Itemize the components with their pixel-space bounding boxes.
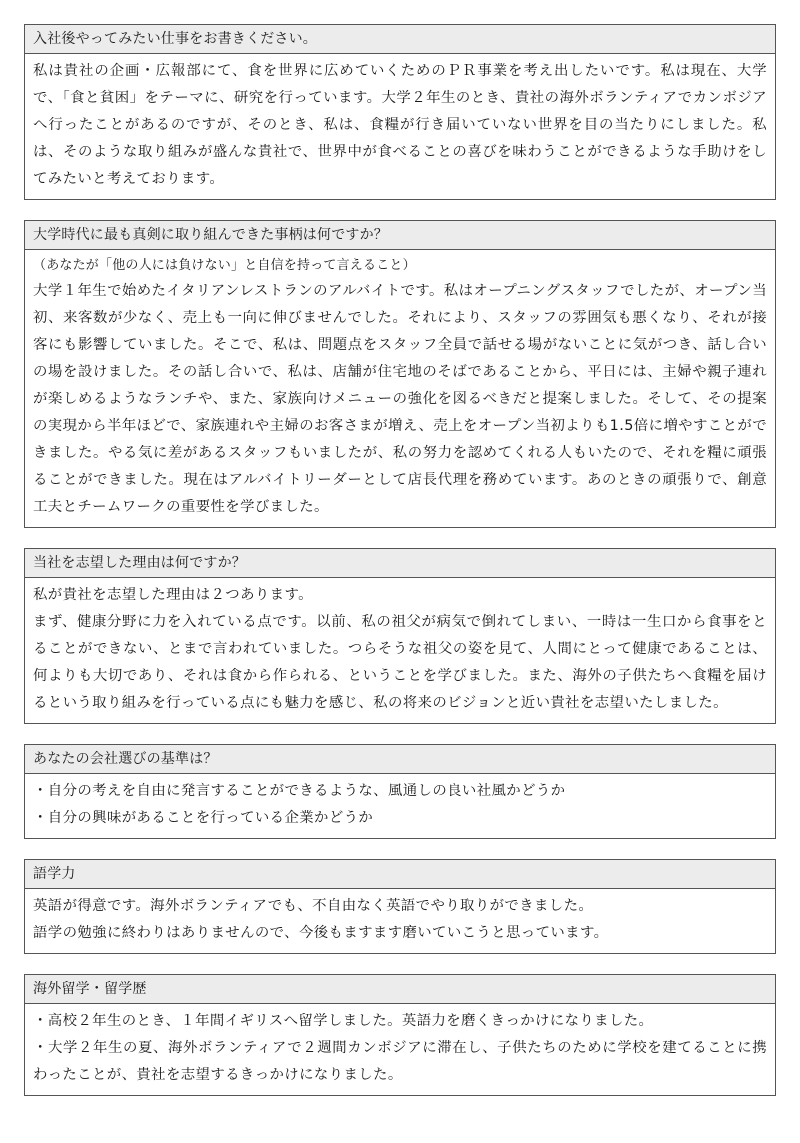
section-title: あなたの会社選びの基準は？	[25, 745, 775, 774]
section-title: 当社を志望した理由は何ですか？	[25, 549, 775, 578]
list-item: ・大学２年生の夏、海外ボランティアで２週間カンボジアに滞在し、子供たちのために学校を建てることに携わったことが、貴社を志望するきっかけになりました。	[33, 1040, 767, 1083]
answer-paragraph: まず、健康分野に力を入れている点です。以前、私の祖父が病気で倒れてしまい、一時は一生口から食事をとることができない、とまで言われていました。つらそうな祖父の姿を見て、人間にとって健康であることは、何よりも大切であり、それは食から作られる、ということを学びました。また、海外の子供たちへ食糧を届けるという取り組みを行っている点にも魅力を感じ、私の将来のビジョンと近い貴社を志望いたしました。	[33, 614, 767, 711]
list-item: ・高校２年生のとき、１年間イギリスへ留学しました。英語力を磨くきっかけになりました。	[33, 1013, 654, 1029]
question-note: （あなたが「他の人には負けない」と自信を持って言えること）	[33, 258, 416, 273]
section-title: 入社後やってみたい仕事をお書きください。	[25, 25, 775, 54]
section-body	[25, 889, 775, 953]
section-study-abroad	[24, 974, 776, 1096]
answer-paragraph: 英語が得意です。海外ボランティアでも、不自由なく英語でやり取りができました。	[33, 898, 594, 914]
answer-paragraph: 語学の勉強に終わりはありませんので、今後もますます磨いていこうと思っています。	[33, 925, 609, 941]
list-item: ・自分の考えを自由に発言することができるような、風通しの良い社風かどうか	[33, 783, 566, 799]
section-body	[25, 1004, 775, 1095]
section-body	[25, 578, 775, 723]
section-title: 語学力	[25, 860, 775, 889]
section-reason	[24, 548, 776, 724]
section-body	[25, 250, 775, 527]
answer-paragraph: 大学１年生で始めたイタリアンレストランのアルバイトです。私はオープニングスタッフでしたが、オープン当初、来客数が少なく、売上も一向に伸びませんでした。それにより、スタッフの雰囲気も悪くなり、それが接客にも影響していました。そこで、私は、問題点をスタッフ全員で話せる場がないことに気がつき、話し合いの場を設けました。その話し合いで、私は、店舗が住宅地のそばであることから、平日には、主婦や親子連れが楽しめるようなランチや、また、家族向けメニューの強化を図るべきだと提案しました。そして、その提案の実現から半年ほどで、家族連れや主婦のお客さまが増え、売上をオープン当初よりも1.5倍に増やすことができました。やる気に差があるスタッフもいましたが、私の努力を認めてくれる人もいたので、それを糧に頑張ることができました。現在はアルバイトリーダーとして店長代理を務めています。あのときの頑張りで、創意工夫とチームワークの重要性を学びました。	[33, 283, 767, 515]
section-title: 海外留学・留学歴	[25, 975, 775, 1004]
section-body	[25, 54, 775, 199]
answer-paragraph: 私が貴社を志望した理由は２つあります。	[33, 587, 313, 603]
section-language	[24, 859, 776, 954]
section-criteria	[24, 744, 776, 839]
entry-sheet	[24, 24, 776, 1116]
section-body	[25, 774, 775, 838]
list-item: ・自分の興味があることを行っている企業かどうか	[33, 810, 374, 826]
section-future-work	[24, 24, 776, 200]
answer-paragraph: 私は貴社の企画・広報部にて、食を世界に広めていくためのＰＲ事業を考え出したいです。私は現在、大学で、「食と貧困」をテーマに、研究を行っています。大学２年生のとき、貴社の海外ボランティアでカンボジアへ行ったことがあるのですが、そのとき、私は、食糧が行き届いていない世界を目の当たりにしました。私は、そのような取り組みが盛んな貴社で、世界中が食べることの喜びを味わうことができるような手助けをしてみたいと考えております。	[33, 63, 767, 187]
section-title: 大学時代に最も真剣に取り組んできた事柄は何ですか？	[25, 221, 775, 250]
section-university-effort	[24, 220, 776, 528]
